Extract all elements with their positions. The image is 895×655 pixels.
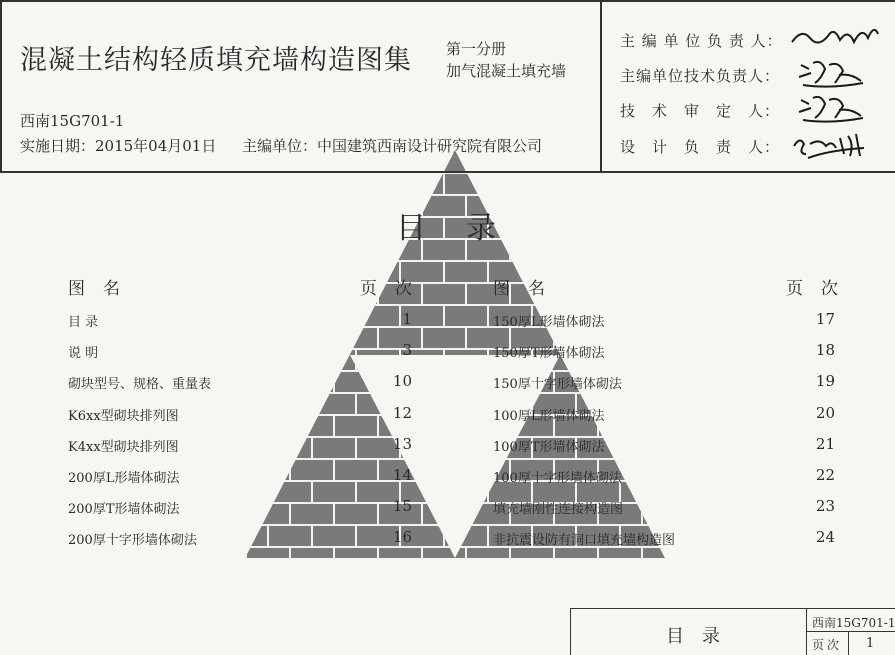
toc-item-page: 1: [402, 310, 412, 328]
toc-item-name: 150厚L形墙体砌法: [493, 315, 605, 330]
resp-label-tech-lead: 主编单位技术负责人：: [620, 67, 781, 85]
header-divider: [0, 171, 895, 173]
resp-label-chief-editor: 主 编 单 位 负 责 人：: [620, 32, 783, 50]
atlas-title: 混凝土结构轻质填充墙构造图集: [20, 45, 412, 76]
footer-page-label: 页次: [812, 638, 843, 652]
toc-item-page: 13: [392, 435, 412, 453]
toc-item-name: 目 录: [68, 315, 99, 330]
frame-top: [0, 0, 895, 2]
volume-subtitle: 加气混凝土填充墙: [446, 62, 567, 80]
toc-item-page: 17: [815, 310, 835, 328]
footer-box-row: [806, 631, 895, 632]
toc-item-name: 填充墙刚性连接构造图: [493, 502, 624, 517]
toc-item-name: 150厚T形墙体砌法: [493, 346, 605, 361]
header-vertical-divider: [600, 0, 602, 172]
toc-item-page: 21: [815, 435, 835, 453]
toc-item-name: 说 明: [68, 346, 99, 361]
atlas-code: 西南15G701-1: [20, 112, 125, 130]
toc-item-page: 12: [392, 404, 412, 422]
left-col-page-header: 页次: [360, 279, 430, 299]
left-col-name-header: 图名: [68, 279, 138, 299]
toc-item-name: 100厚T形墙体砌法: [493, 440, 605, 455]
toc-item-page: 15: [392, 497, 412, 515]
toc-item-page: 23: [815, 497, 835, 515]
toc-item-name: 非抗震设防有洞口填充墙构造图: [493, 533, 676, 548]
toc-item-name: 150厚十字形墙体砌法: [493, 377, 622, 392]
toc-item-name: K4xx型砌块排列图: [68, 440, 179, 455]
resp-label-reviewer: 技 术 审 定 人：: [620, 102, 781, 120]
volume-label: 第一分册: [446, 40, 507, 58]
footer-title: 目录: [666, 626, 738, 647]
footer-box-top: [570, 608, 895, 609]
toc-item-page: 22: [815, 466, 835, 484]
footer-box-left: [570, 608, 571, 655]
signature-reviewer: [795, 90, 870, 126]
toc-item-page: 24: [815, 528, 835, 546]
resp-label-designer: 设 计 负 责 人：: [620, 138, 781, 156]
editor-organization: 主编单位：中国建筑西南设计研究院有限公司: [242, 137, 543, 155]
toc-item-page: 14: [392, 466, 412, 484]
footer-box-cell: [848, 631, 849, 655]
toc-item-page: 10: [392, 372, 412, 390]
signature-chief-editor: [788, 20, 883, 56]
toc-item-name: 200厚L形墙体砌法: [68, 471, 180, 486]
toc-item-page: 18: [815, 341, 835, 359]
effective-date: 实施日期：2015年04月01日: [20, 137, 217, 155]
toc-item-page: 16: [392, 528, 412, 546]
toc-item-name: 砌块型号、规格、重量表: [68, 377, 212, 392]
toc-item-page: 3: [402, 341, 412, 359]
toc-item-name: K6xx型砌块排列图: [68, 409, 179, 424]
toc-item-name: 200厚十字形墙体砌法: [68, 533, 197, 548]
footer-page-number: 1: [866, 636, 875, 651]
signature-designer: [790, 128, 870, 164]
toc-item-page: 19: [815, 372, 835, 390]
toc-item-name: 100厚十字形墙体砌法: [493, 471, 622, 486]
toc-item-page: 20: [815, 404, 835, 422]
right-col-page-header: 页次: [786, 279, 856, 299]
toc-title: 目录: [396, 211, 536, 246]
right-col-name-header: 图名: [493, 279, 563, 299]
toc-item-name: 200厚T形墙体砌法: [68, 502, 180, 517]
frame-left: [0, 0, 2, 172]
toc-item-name: 100厚L形墙体砌法: [493, 409, 605, 424]
signature-tech-lead: [795, 55, 870, 91]
footer-atlas-code: 西南15G701-1: [812, 616, 895, 630]
